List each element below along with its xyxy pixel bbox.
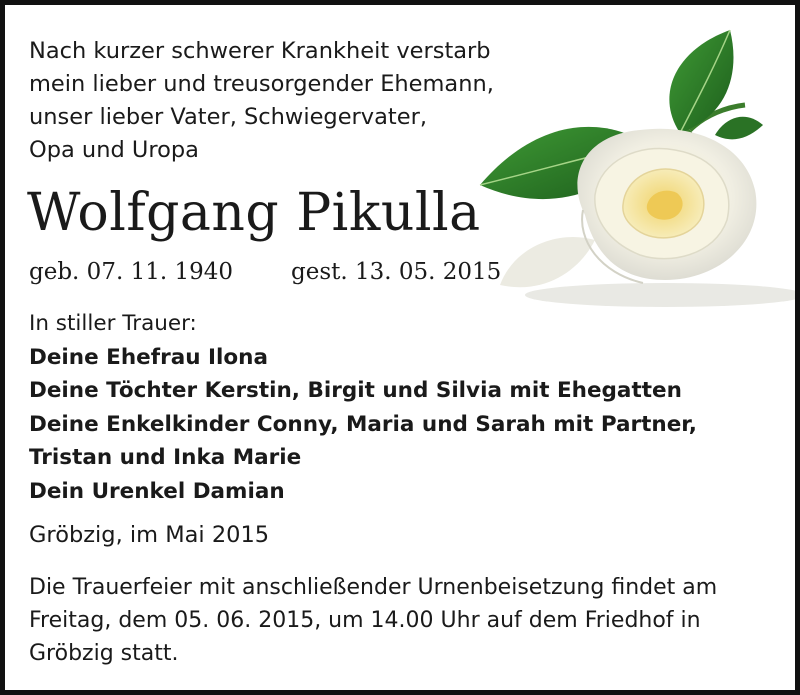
mourners-list	[29, 307, 697, 508]
white-rose-image	[465, 15, 795, 315]
intro-line: mein lieber und treusorgender Ehemann,	[29, 71, 494, 97]
deceased-name: Wolfgang Pikulla	[27, 183, 481, 243]
mourner-line: Tristan und Inka Marie	[29, 445, 302, 470]
mourning-label: In stiller Trauer:	[29, 311, 197, 336]
death-date: gest. 13. 05. 2015	[291, 259, 502, 285]
mourner-line: Deine Ehefrau Ilona	[29, 344, 268, 370]
intro-text	[29, 35, 494, 167]
intro-line: Opa und Uropa	[29, 137, 199, 163]
mourner-line: Dein Urenkel Damian	[29, 478, 285, 504]
mourner-line: Deine Töchter Kerstin, Birgit und Silvia mit Ehegatten	[29, 378, 682, 403]
mourner-line: Deine Enkelkinder Conny, Maria und Sarah mit Partner,	[29, 411, 697, 437]
birth-date: geb. 07. 11. 1940	[29, 259, 233, 285]
intro-line: Nach kurzer schwerer Krankheit verstarb	[29, 38, 491, 64]
funeral-line: Freitag, dem 05. 06. 2015, um 14.00 Uhr auf dem Friedhof in	[29, 608, 701, 633]
funeral-line: Gröbzig statt.	[29, 641, 179, 666]
funeral-line: Die Trauerfeier mit anschließender Urnenbeisetzung findet am	[29, 575, 718, 600]
funeral-info	[29, 571, 717, 670]
life-dates	[29, 257, 501, 287]
place-date: Gröbzig, im Mai 2015	[29, 522, 270, 548]
intro-line: unser lieber Vater, Schwiegervater,	[29, 104, 427, 130]
